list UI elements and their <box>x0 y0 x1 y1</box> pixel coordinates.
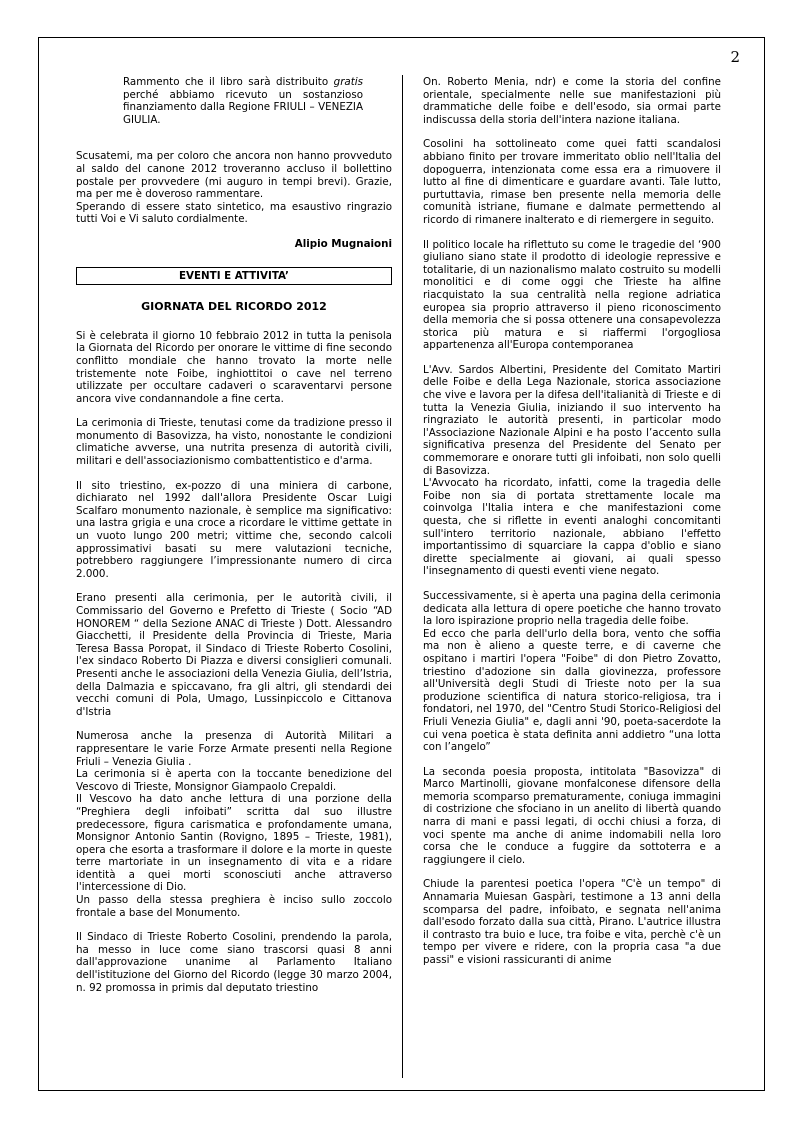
article-title: GIORNATA DEL RICORDO 2012 <box>141 300 327 314</box>
paragraph: La cerimonia si è aperta con la toccante benedizione del Vescovo di Trieste, Monsignor Giampaolo Crepaldi. <box>76 768 392 793</box>
right-column <box>423 76 721 979</box>
paragraph: Un passo della stessa preghiera è inciso sullo zoccolo frontale a base del Monumento. <box>76 894 392 919</box>
paragraph: Il Vescovo ha dato anche lettura di una porzione della “Preghiera degli infoibati” scritta dal suo illustre predecessore, figura carismatica e profondamente umana, Monsignor Antonio Santin (Rovigno, 1895 – Trieste, 1981), opera che esorta a trasformare il dolore e la morte in queste terre martoriate in un insegnamento di vita e a ridare identità a quei morti sconosciuti anche attraverso l'intercessione di Dio. <box>76 793 392 894</box>
section-header: EVENTI E ATTIVITA’ <box>76 267 392 286</box>
paragraph: Scusatemi, ma per coloro che ancora non hanno provveduto al saldo del canone 2012 troveranno accluso il bollettino postale per provvedere (mi auguro in tempi brevi). Grazie, ma per me è doveroso rammentare. <box>76 150 392 201</box>
paragraph: Cosolini ha sottolineato come quei fatti scandalosi abbiano finito per trovare immeritato oblio nell'Italia del dopoguerra, intenzionata come essa era a rimuovere il lutto al fine di dimenticare e guardare avanti. Tale lutto, purtuttavia, rimase ben presente nella memoria delle comunità istriane, fiumane e dalmate permettendo al ricordo di rimanere inalterato e di riemergere in seguito. <box>423 138 721 226</box>
paragraph: On. Roberto Menia, ndr) e come la storia del confine orientale, specialmente nelle sue manifestazioni più drammatiche delle foibe e dell'esodo, sia ormai parte indiscussa della storia dell'intera nazione italiana. <box>423 76 721 126</box>
paragraph: Si è celebrata il giorno 10 febbraio 2012 in tutta la penisola la Giornata del Ricordo per onorare le vittime di fine secondo conflitto mondiale che hanno trovato la morte nelle tristemente note Foibe, inghiottitoi o cave nel terreno utilizzate per occultare cadaveri o scaraventarvi persone ancora vive condannandole a fine certa. <box>76 329 392 405</box>
paragraph: Successivamente, si è aperta una pagina della cerimonia dedicata alla lettura di opere poetiche che hanno trovato la loro ispirazione proprio nella tragedia delle foibe. <box>423 589 721 628</box>
paragraph: Chiude la parentesi poetica l'opera "C'è un tempo" di Annamaria Muiesan Gaspàri, testimone a 13 anni della scomparsa del padre, infoibato, e segnata nell'anima dall'esodo forzato dalla sua città, Pirano. L'autrice illustra il contrasto tra buio e luce, tra foibe e vita, perchè c'è un tempo per vivere e ridere, con la propria casa "a due passi" e visioni rassicuranti di anime <box>423 878 721 966</box>
paragraph: Sperando di essere stato sintetico, ma esaustivo ringrazio tutti Voi e Vi saluto cordialmente. <box>76 200 392 226</box>
page-number: 2 <box>730 48 740 66</box>
paragraph: Il sito triestino, ex-pozzo di una miniera di carbone, dichiarato nel 1992 dall'allora Presidente Oscar Luigi Scalfaro monumento nazionale, è semplice ma significativo: una lastra grigia e una croce a ricordare le vittime gettate in un vuoto lungo 200 metri; vittime che, secondo calcoli approssimativi basati su mere valutazioni tecniche, potrebbero raggiungere l’impressionante numero di circa 2.000. <box>76 479 392 580</box>
left-column <box>76 76 392 1006</box>
signature: Alipio Mugnaioni <box>294 237 392 250</box>
paragraph <box>123 76 363 126</box>
emphasis-text: gratis <box>333 76 363 88</box>
paragraph: L'Avvocato ha ricordato, infatti, come la tragedia delle Foibe non sia di portata strettamente locale ma coinvolga l'Italia intera e che manifestazioni come questa, che si riflette in eventi analoghi concomitanti sull'intero territorio nazionale, abbiano l'effetto importantissimo di squarciare la cappa d'oblio e siano dirette specialmente ai giovani, ai quali spesso l'insegnamento di questi eventi viene negato. <box>423 477 721 578</box>
paragraph: Erano presenti alla cerimonia, per le autorità civili, il Commissario del Governo e Prefetto di Trieste ( Socio “AD HONOREM “ della Sezione ANAC di Trieste ) Dott. Alessandro Giacchetti, il Presidente della Provincia di Trieste, Maria Teresa Bassa Poropat, il Sindaco di Trieste Roberto Cosolini, l'ex sindaco Roberto Di Piazza e diversi consiglieri comunali. Presenti anche le associazioni della Venezia Giulia, dell’Istria, della Dalmazia e spiccavano, fra gli altri, gli stendardi dei vecchi comuni di Pola, Umago, Lussinpiccolo e Cittanova d'Istria <box>76 592 392 718</box>
paragraph: Il politico locale ha riflettuto su come le tragedie del ‘900 giuliano siano state il prodotto di ideologie repressive e totalitarie, di un nazionalismo malato costruito su modelli monolitici e di come oggi che Trieste ha alfine riacquistato la sua centralità nella regione adriatica europea sia proprio attraverso il pieno riconoscimento della memoria che si possa ottenere una consapevolezza storica più matura e si riaffermi l'orgogliosa appartenenza all'Europa contemporanea <box>423 238 721 352</box>
paragraph: L'Avv. Sardos Albertini, Presidente del Comitato Martiri delle Foibe e della Lega Nazionale, storica associazione che vive e lavora per la difesa dell'italianità di Trieste e di tutta la Venezia Giulia, iniziando il suo intervento ha ringraziato le autorità presenti, in particolar modo l'Associazione Nazionale Alpini e ha posto l’accento sulla significativa presenza del Presidente del Senato per commemorare e onorare tutti gli infoibati, non solo quelli di Basovizza. <box>423 363 721 477</box>
paragraph: Ed ecco che parla dell'urlo della bora, vento che soffia ma non è alieno a queste terre, e di caverne che ospitano i martiri l'opera "Foibe" di don Pietro Zovatto, triestino d'adozione sin dalla giovinezza, professore all'Università degli Studi di Trieste noto per la sua produzione scientifica di natura storico-religiosa, tra i fondatori, nel 1970, del "Centro Studi Storico-Religiosi del Friuli Venezia Giulia" e, dagli anni '90, poeta-sacerdote la cui vena poetica è stata definita anni addietro “una lotta con l’angelo” <box>423 627 721 754</box>
paragraph: La cerimonia di Trieste, tenutasi come da tradizione presso il monumento di Basovizza, ha visto, nonostante le condizioni climatiche avverse, una nutrita presenza di autorità civili, militari e dell'associazionismo combattentistico e d'arma. <box>76 417 392 468</box>
text: Rammento che il libro sarà distribuito <box>123 76 334 88</box>
column-divider <box>402 75 403 1078</box>
paragraph: La seconda poesia proposta, intitolata "Basovizza" di Marco Martinolli, giovane monfalconese difensore della memoria scomparso prematuramente, coniuga immagini di costrizione che sfociano in un anelito di libertà quando narra di mani e passi legati, di occhi chiusi a forza, di voci spente ma anche di anime indomabili nella loro corsa che le conduce a fuggire da sottoterra e a raggiungere il cielo. <box>423 765 721 866</box>
text: perché abbiamo ricevuto un sostanzioso finanziamento dalla Regione FRIULI – VENEZIA GIULIA. <box>123 88 363 126</box>
paragraph: Numerosa anche la presenza di Autorità Militari a rappresentare le varie Forze Armate presenti nella Regione Friuli – Venezia Giulia . <box>76 730 392 768</box>
paragraph: Il Sindaco di Trieste Roberto Cosolini, prendendo la parola, ha messo in luce come siano trascorsi quasi 8 anni dall'approvazione unanime al Parlamento Italiano dell'istituzione del Giorno del Ricordo (legge 30 marzo 2004, n. 92 promossa in primis dal deputato triestino <box>76 931 392 994</box>
